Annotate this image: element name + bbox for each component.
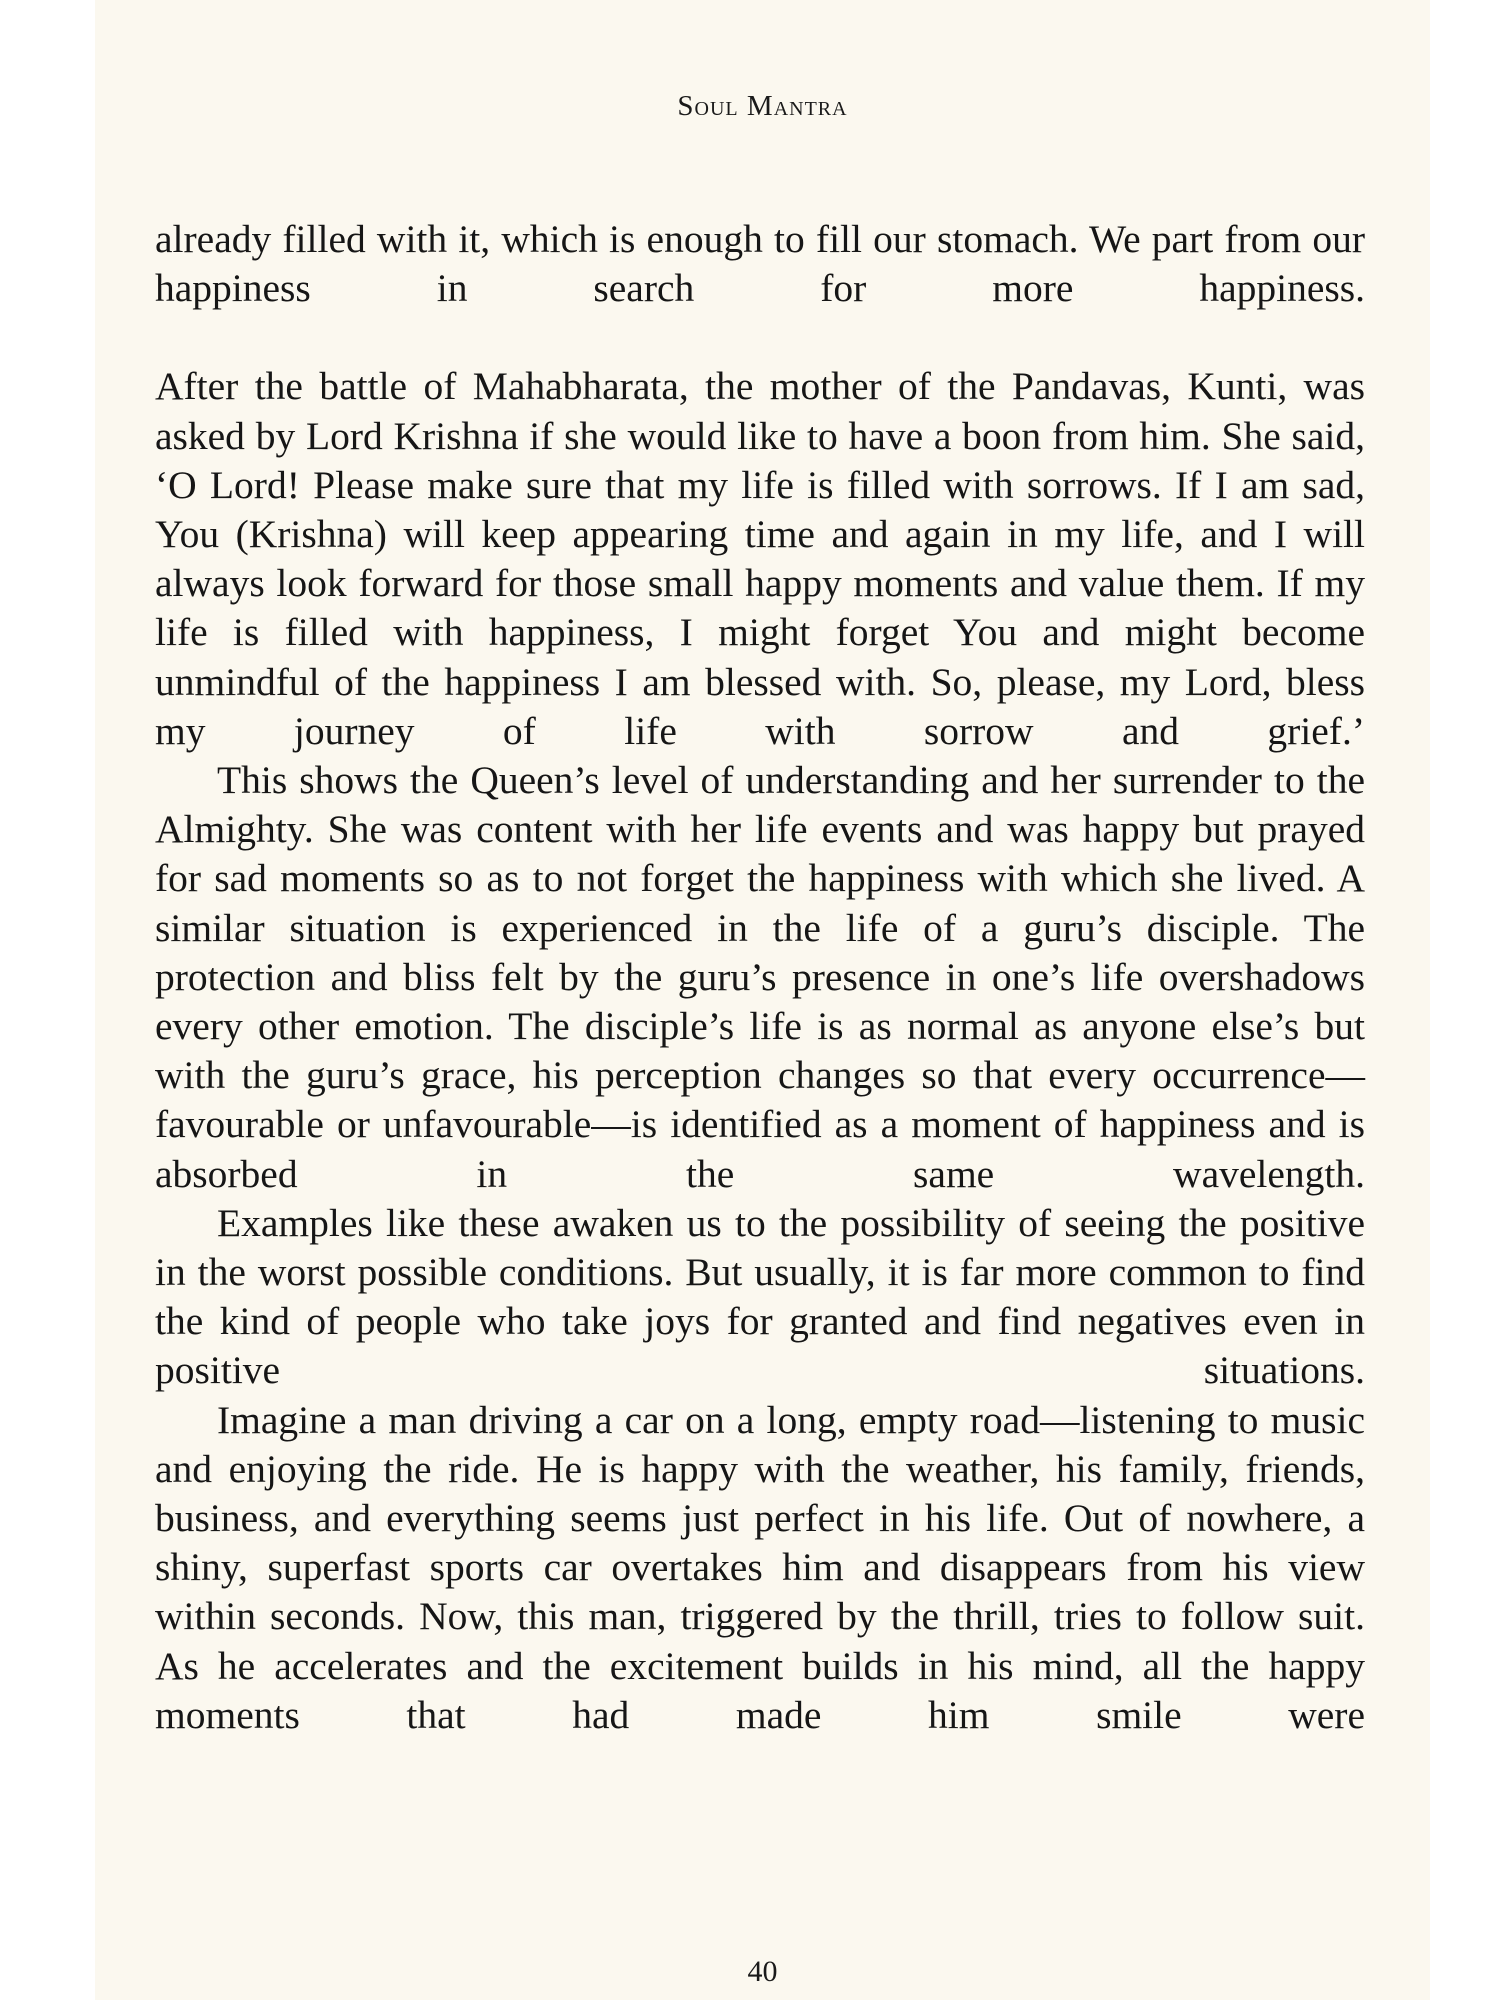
book-page [95, 0, 1430, 2000]
running-head-title: Soul Mantra [677, 90, 848, 122]
page-body-text [155, 215, 1365, 1740]
paragraph-5: Imagine a man driving a car on a long, empty road—listening to music and enjoying the ride. He is happy with the weather, his family, friends, business, and everything seems just perfect in his life. Out of nowhere, a shiny, superfast sports car overtakes him and disappears from his view within seconds. Now, this man, triggered by the thrill, tries to follow suit. As he accelerates and the excitement builds in his mind, all the happy moments that had made him smile were [155, 1397, 1365, 1737]
paragraph-1: already filled with it, which is enough to fill our stomach. We part from our happiness in search for more happiness. [155, 217, 1365, 311]
paragraph-4: Examples like these awaken us to the possibility of seeing the positive in the worst possible conditions. But usually, it is far more common to find the kind of people who take joys for granted and find negatives even in positive situations. [155, 1200, 1365, 1393]
page-number: 40 [747, 1955, 778, 1988]
paragraph-3: This shows the Queen’s level of understanding and her surrender to the Almighty. She was content with her life events and was happy but prayed for sad moments so as to not forget the happiness with which she lived. A similar situation is experienced in the life of a guru’s disciple. The protection and bliss felt by the guru’s presence in one’s life overshadows every other emotion. The disciple’s life is as normal as anyone else’s but with the guru’s grace, his perception changes so that every occurrence—favourable or unfavourable—is identified as a moment of happiness and is absorbed in the same wavelength. [155, 758, 1365, 1196]
paragraph-2: After the battle of Mahabharata, the mother of the Pandavas, Kunti, was asked by Lord Krishna if she would like to have a boon from him. She said, ‘O Lord! Please make sure that my life is filled with sorrows. If I am sad, You (Krishna) will keep appearing time and again in my life, and I will always look forward for those small happy moments and value them. If my life is filled with happiness, I might forget You and might become unmindful of the happiness I am blessed with. So, please, my Lord, bless my journey of life with sorrow and grief.’ [155, 364, 1365, 753]
